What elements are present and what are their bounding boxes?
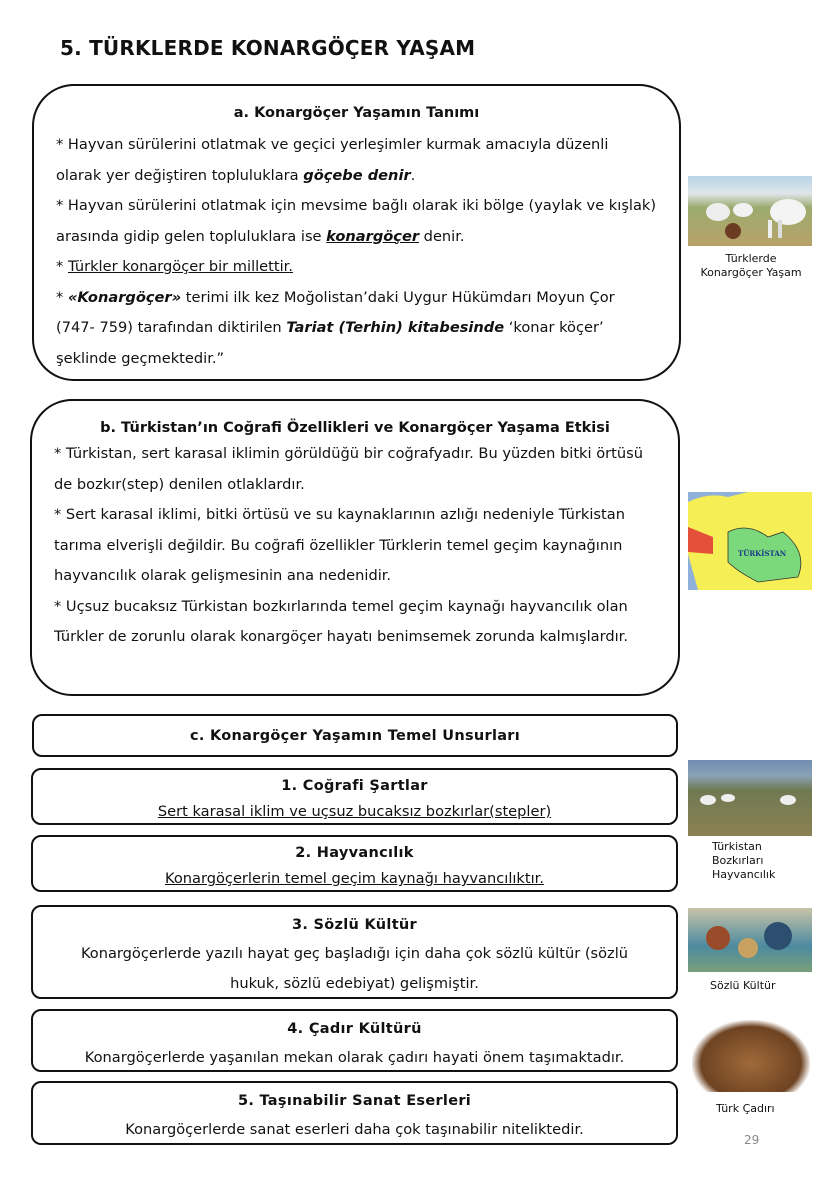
element-text: Konargöçerlerde yazılı hayat geç başladığı için daha çok sözlü kültür (sözlü hukuk, sözlü edebiyat) gelişmiştir. bbox=[80, 945, 629, 992]
yurt-illustration bbox=[688, 176, 812, 246]
image-caption: Türk Çadırı bbox=[716, 1102, 775, 1115]
page-title: 5. TÜRKLERDE KONARGÖÇER YAŞAM bbox=[60, 36, 476, 60]
steppe-image bbox=[688, 760, 812, 836]
section-b-paragraph-1: * Türkistan, sert karasal iklimin görüldüğü bir coğrafyadır. Bu yüzden bitki örtüsü de bozkır(step) denilen otlaklardır. bbox=[54, 445, 643, 493]
section-b-box bbox=[30, 399, 680, 696]
element-box-3 bbox=[31, 905, 678, 999]
oral-culture-image bbox=[688, 908, 812, 972]
element-title: 2. Hayvancılık bbox=[295, 845, 414, 861]
svg-text:TÜRKİSTAN: TÜRKİSTAN bbox=[738, 549, 787, 558]
storyteller-illustration bbox=[688, 908, 812, 972]
image-caption: Türklerde Konargöçer Yaşam bbox=[700, 252, 802, 279]
element-text: Konargöçerlerde yaşanılan mekan olarak çadırı hayati önem taşımaktadır. bbox=[84, 1049, 625, 1066]
element-text: Konargöçerlerde sanat eserleri daha çok taşınabilir niteliktedir. bbox=[125, 1121, 584, 1138]
element-box-1 bbox=[31, 768, 678, 825]
element-title: 4. Çadır Kültürü bbox=[287, 1021, 422, 1037]
section-b-heading: b. Türkistan’ın Coğrafi Özellikleri ve Konargöçer Yaşama Etkisi bbox=[100, 420, 610, 436]
tent-image bbox=[692, 1020, 810, 1092]
section-a-box bbox=[32, 84, 681, 381]
section-c-heading-box bbox=[32, 714, 678, 757]
image-caption: Sözlü Kültür bbox=[710, 979, 776, 992]
element-text: Konargöçerlerin temel geçim kaynağı hayvancılıktır. bbox=[165, 870, 544, 887]
element-title: 5. Taşınabilir Sanat Eserleri bbox=[237, 1093, 472, 1109]
nomad-camp-image bbox=[688, 176, 812, 246]
section-a-paragraph-3: * Türkler konargöçer bir millettir. bbox=[56, 258, 293, 275]
element-box-4 bbox=[31, 1009, 678, 1072]
section-a-heading: a. Konargöçer Yaşamın Tanımı bbox=[233, 105, 480, 121]
steppe-illustration bbox=[688, 760, 812, 836]
section-c-heading: c. Konargöçer Yaşamın Temel Unsurları bbox=[189, 728, 521, 744]
section-b-paragraph-2: * Sert karasal iklimi, bitki örtüsü ve su kaynaklarının azlığı nedeniyle Türkistan tarıma elverişli değildir. Bu coğrafi özellikler Türklerin temel geçim kaynağının hayvancılık olarak gelişmesinin ana nedenidir. bbox=[54, 506, 625, 584]
page-number: 29 bbox=[744, 1133, 760, 1147]
map-illustration bbox=[688, 492, 812, 590]
section-a-paragraph-2: * Hayvan sürülerini otlatmak için mevsime bağlı olarak iki bölge (yaylak ve kışlak) arasında gidip gelen topluluklara ise konargöçer denir. bbox=[56, 197, 657, 245]
element-box-5 bbox=[31, 1081, 678, 1145]
section-a-paragraph-1: * Hayvan sürülerini otlatmak ve geçici yerleşimler kurmak amacıyla düzenli olarak yer değiştiren topluluklara göçebe denir. bbox=[56, 136, 609, 184]
turkistan-map-image bbox=[688, 492, 812, 590]
section-b-paragraph-3: * Uçsuz bucaksız Türkistan bozkırlarında temel geçim kaynağı hayvancılık olan Türkler de zorunlu olarak konargöçer hayatı benimsemek zorunda kalmışlardır. bbox=[54, 597, 628, 645]
element-title: 1. Coğrafi Şartlar bbox=[281, 778, 428, 794]
image-caption: Türkistan Bozkırları Hayvancılık bbox=[712, 840, 776, 881]
element-title: 3. Sözlü Kültür bbox=[291, 917, 417, 933]
element-text: Sert karasal iklim ve uçsuz bucaksız bozkırlar(stepler) bbox=[157, 803, 552, 820]
section-a-paragraph-4: * «Konargöçer» terimi ilk kez Moğolistan’daki Uygur Hükümdarı Moyun Çor (747- 759) tarafından diktirilen Tariat (Terhin) kitabesinde ‘konar köçer’ şeklinde geçmektedir.” bbox=[56, 288, 615, 367]
element-box-2 bbox=[31, 835, 678, 892]
